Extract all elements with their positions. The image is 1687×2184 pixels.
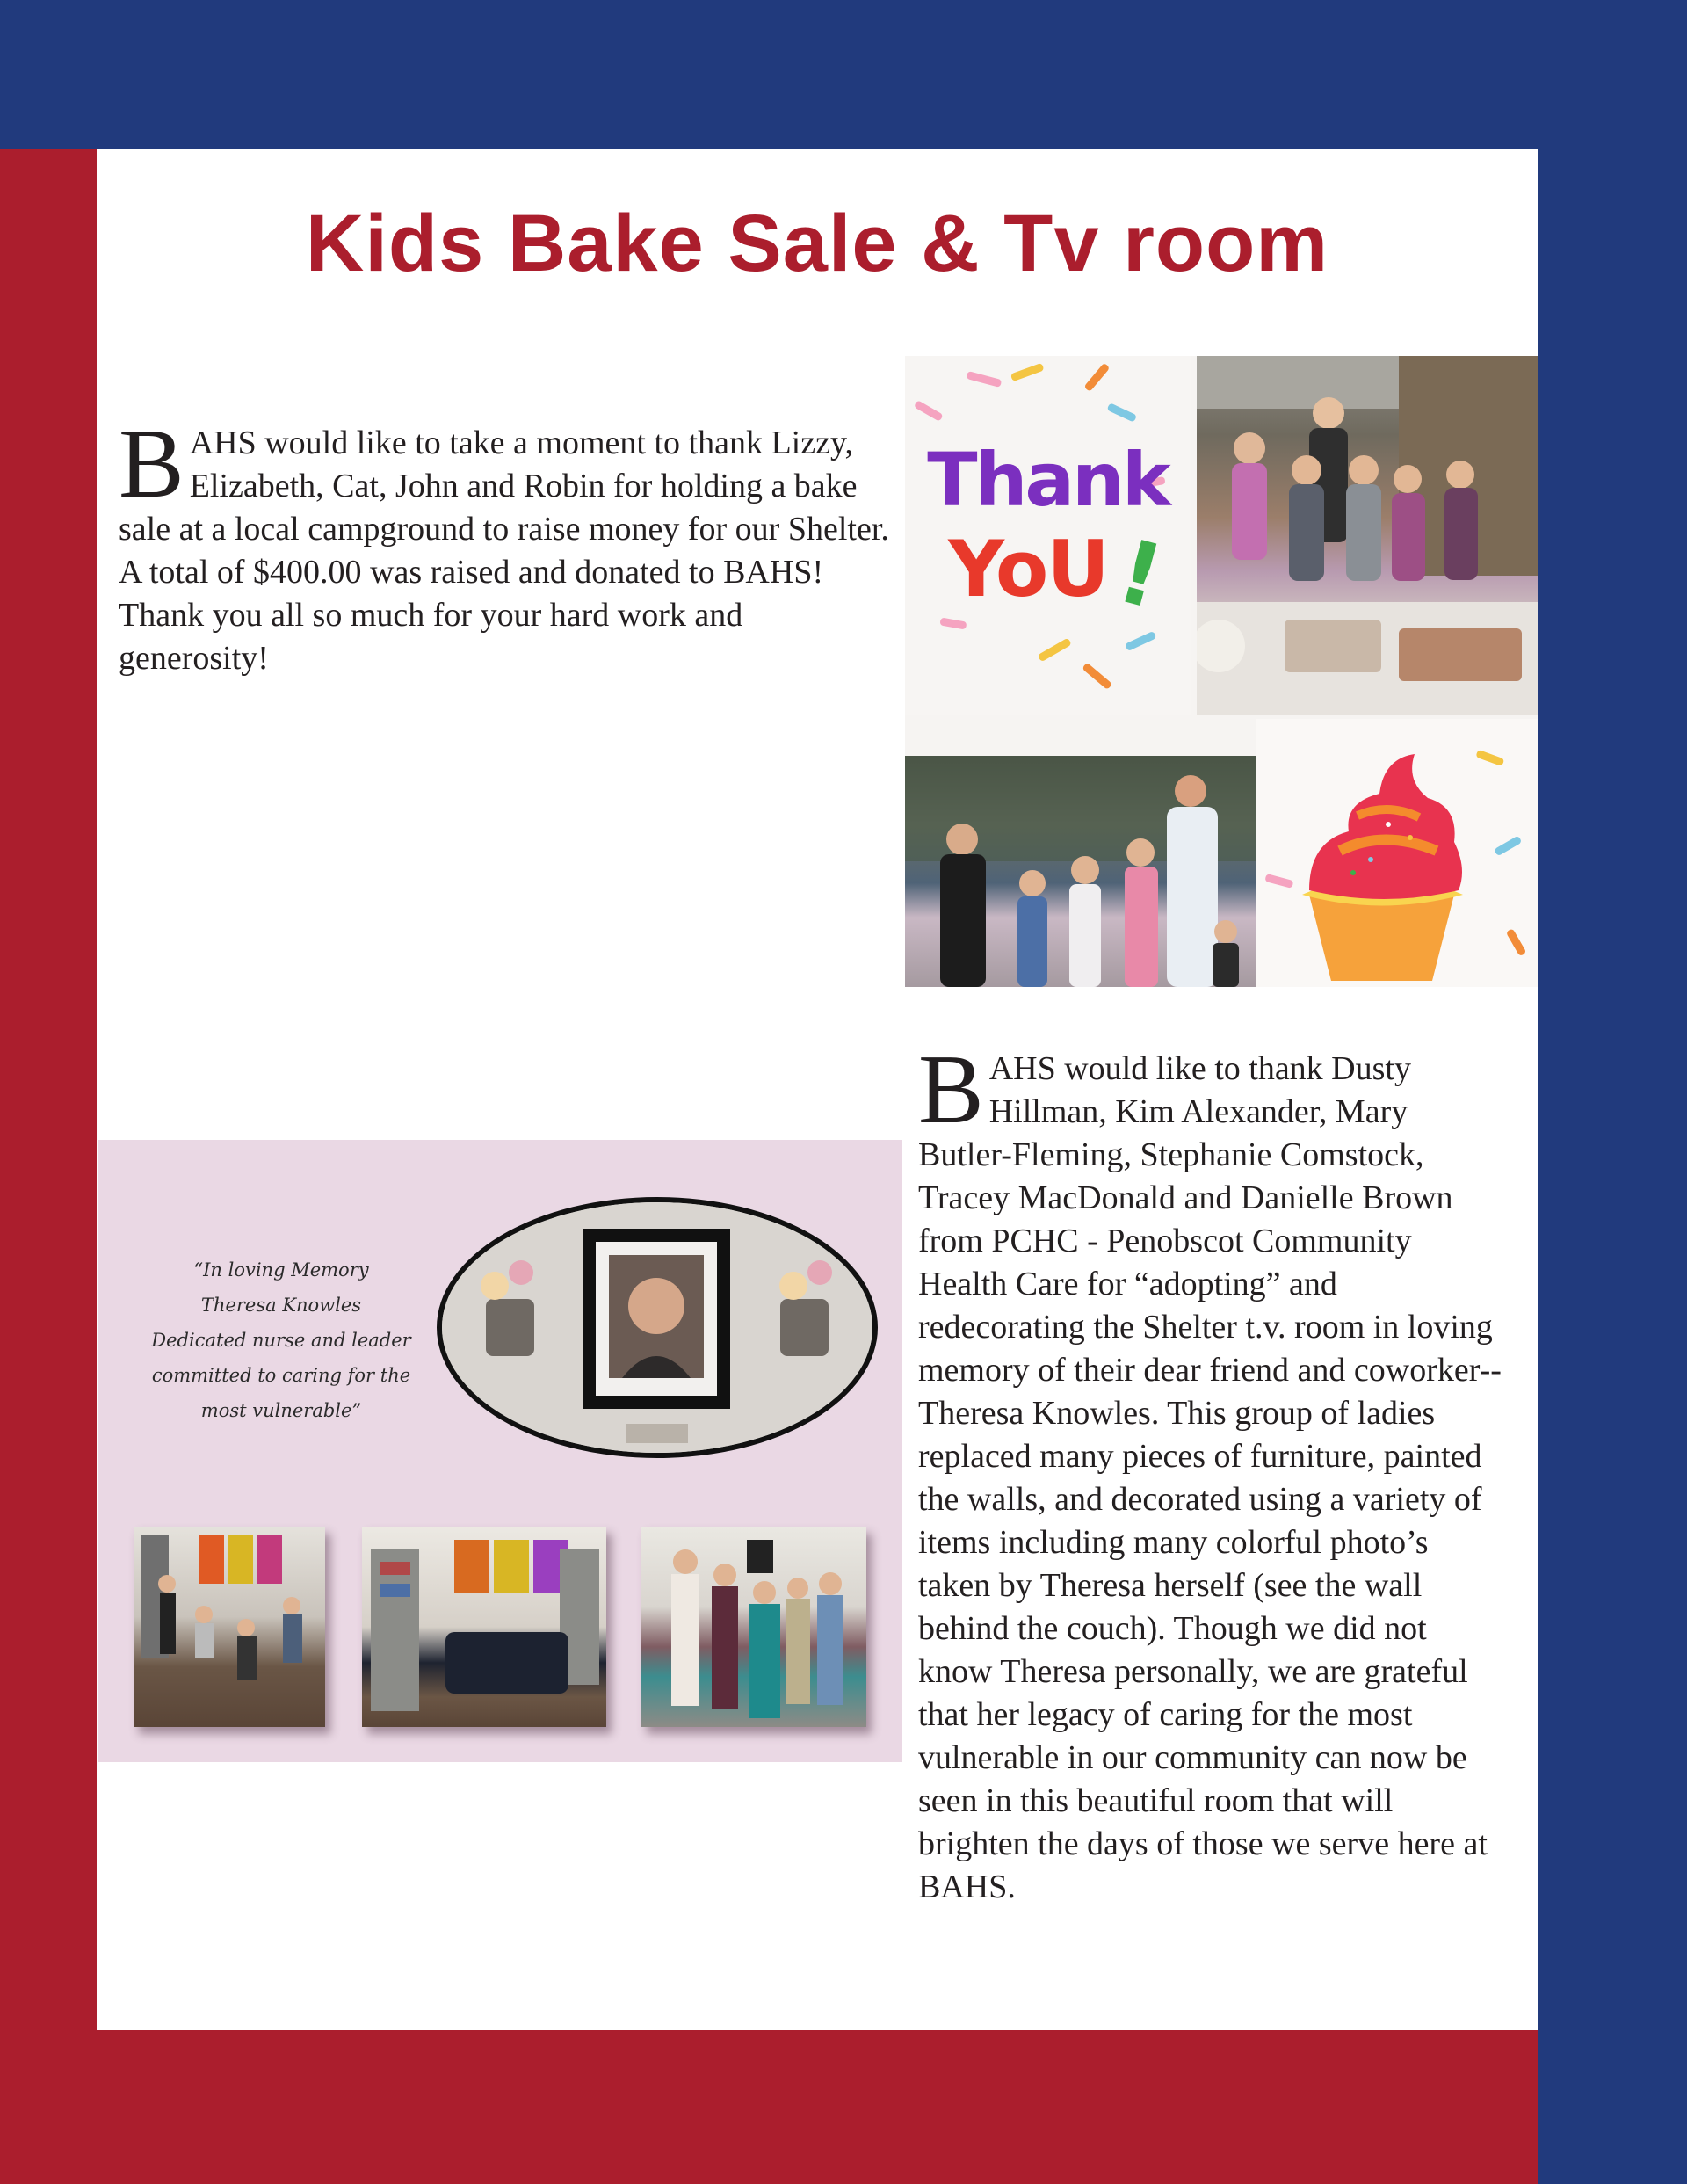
bake-sale-photo xyxy=(1197,356,1538,715)
memorial-portrait-oval xyxy=(437,1197,878,1458)
kids-at-bake-table-illustration xyxy=(1197,356,1538,715)
you-word: YoU xyxy=(948,524,1108,614)
exclamation-mark: ! xyxy=(1107,519,1173,629)
thank-you-image xyxy=(905,356,1191,715)
cupcake-icon xyxy=(1256,719,1538,987)
thank-word: Thank xyxy=(927,437,1169,523)
room-ladies-illustration xyxy=(641,1527,866,1727)
right-border xyxy=(1538,0,1687,2184)
bake-sale-article xyxy=(119,410,892,680)
donation-group-photo xyxy=(905,756,1256,987)
bake-sale-text: AHS would like to take a moment to thank Lizzy, Elizabeth, Cat, John and Robin for holding a bake sale at a local campground to raise money for our Shelter. A total of $400.00 was raised and donated to BAHS! Thank you all so much for your hard work and generosity! xyxy=(119,424,889,677)
room-group-illustration xyxy=(134,1527,325,1727)
left-border xyxy=(0,149,97,2184)
memorial-quote: “In loving Memory Theresa Knowles Dedicated nurse and leader committed to caring for the most vulnerable” xyxy=(151,1259,411,1421)
tv-room-photo-3 xyxy=(641,1527,866,1727)
page-title: Kids Bake Sale & Tv room xyxy=(305,199,1329,288)
dropcap: B xyxy=(918,1035,984,1144)
top-border xyxy=(0,0,1687,149)
memorial-wall-illustration xyxy=(442,1202,872,1453)
tv-room-text: AHS would like to thank Dusty Hillman, Kim Alexander, Mary Butler-Fleming, Stephanie Comstock, Tracey MacDonald and Danielle Brown from PCHC - Penobscot Community Health Care for “adopting” and redecorating the Shelter t.v. room in loving memory of their dear friend and coworker--Theresa Knowles. This group of ladies replaced many pieces of furniture, painted the walls, and decorated using a variety of items including many colorful photo’s taken by Theresa herself (see the wall behind the couch). Though we did not know Theresa personally, we are grateful that her legacy of caring for the most vulnerable in our community can now be seen in this beautiful room that will brighten the days of those we serve here at BAHS. xyxy=(918,1050,1502,1905)
tv-room-article xyxy=(918,1035,1507,1909)
bottom-border xyxy=(97,2030,1538,2184)
room-couch-illustration xyxy=(362,1527,606,1727)
group-people-illustration xyxy=(905,756,1256,987)
cupcake-image xyxy=(1256,719,1538,987)
page-number: 5 xyxy=(1510,1962,1531,2003)
tv-room-photo-2 xyxy=(362,1527,606,1727)
tv-room-photo-1 xyxy=(134,1527,325,1727)
dropcap: B xyxy=(119,410,185,519)
